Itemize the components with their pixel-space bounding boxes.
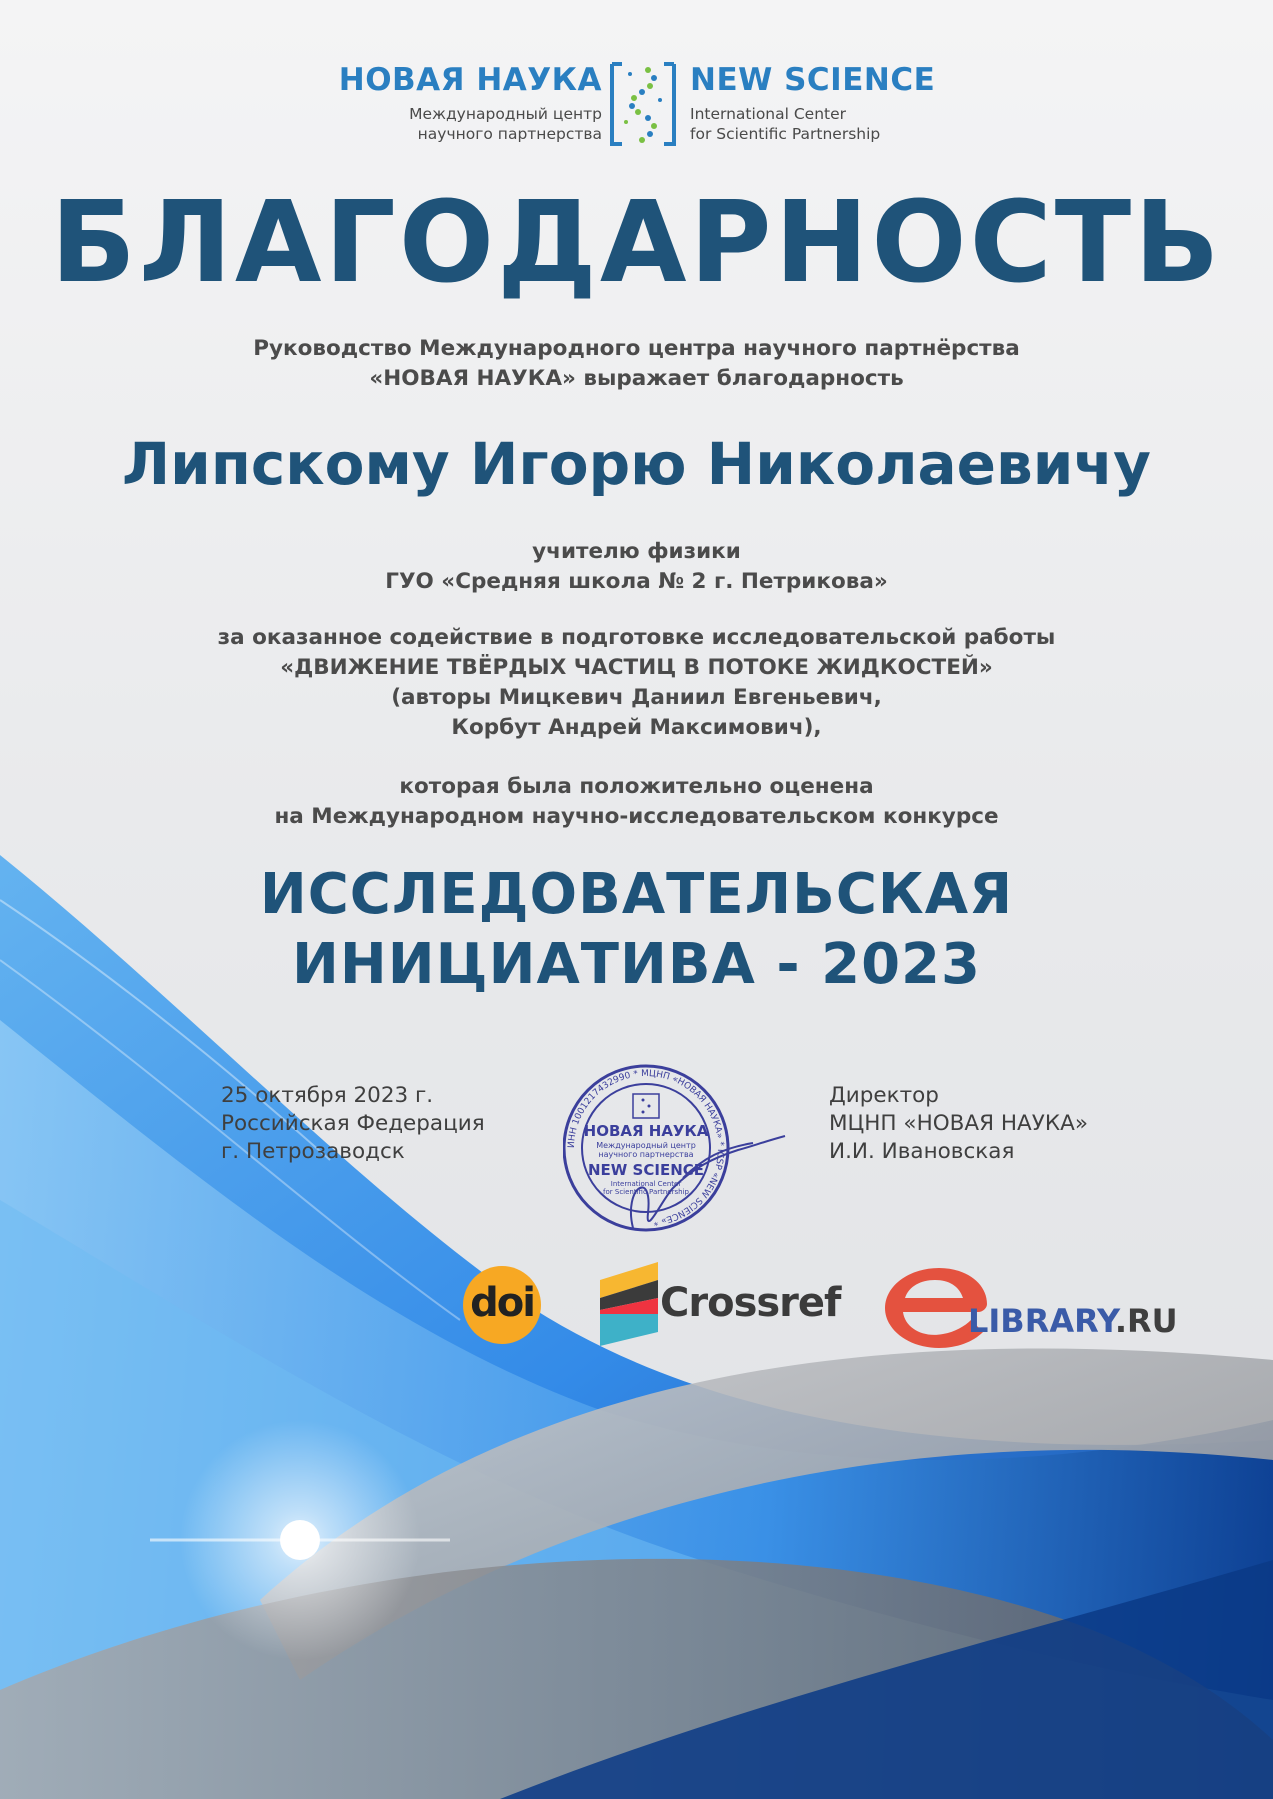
logo-ru-title: НОВАЯ НАУКА bbox=[338, 62, 602, 98]
svg-text:НОВАЯ НАУКА: НОВАЯ НАУКА bbox=[583, 1122, 709, 1140]
official-stamp bbox=[563, 1038, 803, 1248]
svg-text:научного партнерства: научного партнерства bbox=[598, 1150, 694, 1159]
reason-line: (авторы Мицкевич Даниил Евгеньевич, bbox=[391, 685, 882, 710]
svg-text:NEW SCIENCE: NEW SCIENCE bbox=[587, 1161, 705, 1179]
logo-en-title: NEW SCIENCE bbox=[690, 62, 936, 98]
dna-logo-icon bbox=[606, 60, 680, 148]
contest-line: ИНИЦИАТИВА - 2023 bbox=[292, 932, 981, 997]
evaluation-line: на Международном научно-исследовательском конкурсе bbox=[274, 804, 999, 829]
evaluation-text bbox=[0, 772, 1273, 832]
evaluation-line: которая была положительно оценена bbox=[399, 774, 874, 799]
svg-text:ИНН 1001217432990 * МЦНП «НОВА: ИНН 1001217432990 * МЦНП «НОВАЯ НАУКА» * ICSP «NEW SCIENCE» * bbox=[566, 1068, 726, 1227]
issue-date: 25 октября 2023 г. bbox=[221, 1083, 434, 1108]
logo-en-subtitle: International Center for Scientific Partnership bbox=[690, 105, 881, 143]
city: г. Петрозаводск bbox=[221, 1139, 405, 1164]
elibrary-logo-text: LIBRARY.RU bbox=[968, 1302, 1178, 1340]
crossref-logo-icon bbox=[600, 1262, 660, 1346]
crossref-logo-text: Crossref bbox=[660, 1280, 841, 1326]
reason-line: Корбут Андрей Максимович), bbox=[451, 715, 822, 740]
reason-text bbox=[0, 623, 1273, 743]
partner-logos bbox=[0, 1258, 1273, 1358]
header-logo bbox=[310, 60, 960, 150]
contest-line: ИССЛЕДОВАТЕЛЬСКАЯ bbox=[259, 862, 1014, 927]
intro-line: Руководство Международного центра научного партнёрства bbox=[253, 336, 1020, 361]
svg-text:International Center: International Center bbox=[610, 1180, 682, 1188]
director-name: И.И. Ивановская bbox=[829, 1139, 1015, 1164]
intro-line: «НОВАЯ НАУКА» выражает благодарность bbox=[369, 366, 904, 391]
position-line: ГУО «Средняя школа № 2 г. Петрикова» bbox=[385, 569, 888, 594]
certificate-title: БЛАГОДАРНОСТЬ bbox=[50, 178, 1223, 308]
position-line: учителю физики bbox=[532, 539, 741, 564]
director-title: Директор bbox=[829, 1083, 939, 1108]
svg-text:for Scientific Partnership: for Scientific Partnership bbox=[603, 1188, 689, 1196]
reason-line: «ДВИЖЕНИЕ ТВЁРДЫХ ЧАСТИЦ В ПОТОКЕ ЖИДКОСТЕЙ» bbox=[280, 655, 993, 680]
date-location bbox=[221, 1082, 485, 1166]
logo-ru-subtitle: Международный центр научного партнерства bbox=[409, 105, 602, 143]
intro-text bbox=[0, 334, 1273, 394]
country: Российская Федерация bbox=[221, 1111, 485, 1136]
recipient-name: Липскому Игорю Николаевичу bbox=[122, 430, 1151, 498]
svg-text:Международный центр: Международный центр bbox=[596, 1141, 696, 1150]
director-info bbox=[829, 1082, 1088, 1166]
doi-logo: doi bbox=[463, 1266, 541, 1344]
organization: МЦНП «НОВАЯ НАУКА» bbox=[829, 1111, 1088, 1136]
contest-name bbox=[0, 860, 1273, 1000]
recipient-position bbox=[0, 537, 1273, 597]
reason-line: за оказанное содействие в подготовке исследовательской работы bbox=[217, 625, 1056, 650]
